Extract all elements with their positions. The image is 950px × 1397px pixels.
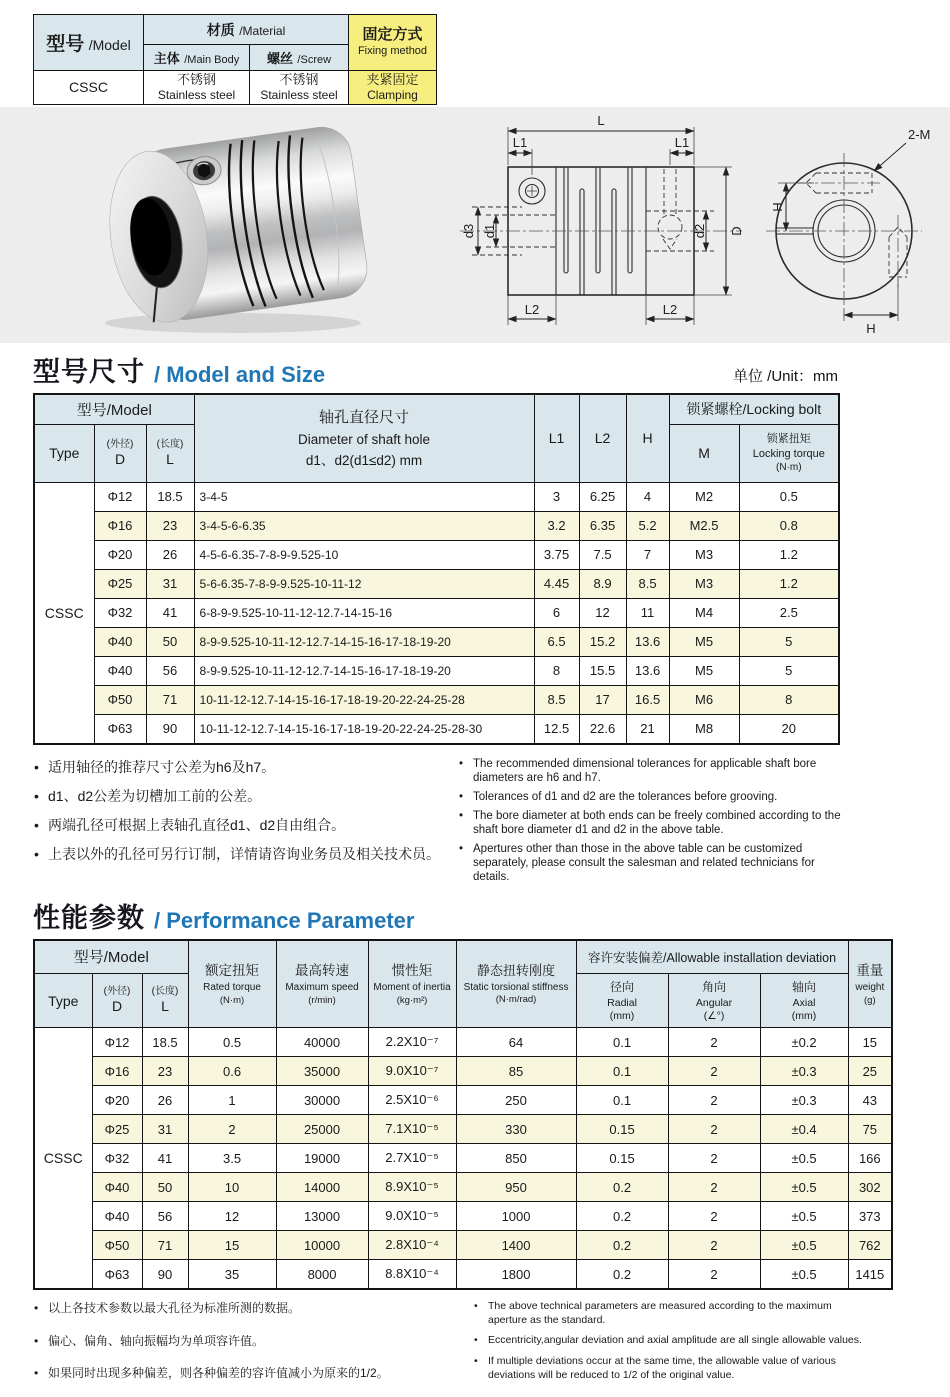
cell-l1: 3.75 <box>534 540 579 569</box>
perf-table-body <box>34 1028 892 1290</box>
cell-stiffness: 1000 <box>456 1202 576 1231</box>
dim-label-d3: d3 <box>461 223 476 239</box>
table-row <box>34 1057 892 1086</box>
cell-inertia: 2.7X10⁻⁵ <box>368 1144 456 1173</box>
cell-bores: 4-5-6-6.35-7-8-9-9.525-10 <box>194 540 534 569</box>
cell-axial: ±0.4 <box>760 1115 848 1144</box>
cell-l: 50 <box>142 1173 188 1202</box>
cell-weight: 25 <box>848 1057 892 1086</box>
cell-radial: 0.2 <box>576 1202 668 1231</box>
note-item: • Eccentricity,angular deviation and axial amplitude are all single allowable values. <box>473 1334 868 1348</box>
table-row <box>34 1260 892 1290</box>
cell-torque: 20 <box>739 714 839 744</box>
table-row <box>34 511 839 540</box>
size-title-zh: 型号尺寸 <box>33 357 145 387</box>
cell-m: M2 <box>669 482 739 511</box>
product-section <box>0 107 950 343</box>
table-row <box>34 540 839 569</box>
cell-radial: 0.2 <box>576 1260 668 1290</box>
cell-speed: 35000 <box>276 1057 368 1086</box>
cell-d: Φ20 <box>92 1086 142 1115</box>
size-notes <box>33 757 917 889</box>
cell-h: 8.5 <box>626 569 669 598</box>
spec-model-en: /Model <box>88 37 131 53</box>
cell-l: 41 <box>146 598 194 627</box>
cell-h: 5.2 <box>626 511 669 540</box>
cell-l: 71 <box>142 1231 188 1260</box>
cell-radial: 0.2 <box>576 1231 668 1260</box>
cell-torque: 12 <box>188 1202 276 1231</box>
cell-angular: 2 <box>668 1231 760 1260</box>
cell-inertia: 2.2X10⁻⁷ <box>368 1028 456 1057</box>
perf-header-speed: 最高转速 Maximum speed (r/min) <box>276 940 368 1028</box>
cell-l: 90 <box>146 714 194 744</box>
note-item: • d1、d2公差为切槽加工前的公差。 <box>33 786 458 806</box>
cell-stiffness: 850 <box>456 1144 576 1173</box>
cell-torque: 0.8 <box>739 511 839 540</box>
cell-torque: 2 <box>188 1115 276 1144</box>
cell-stiffness: 250 <box>456 1086 576 1115</box>
cell-stiffness: 950 <box>456 1173 576 1202</box>
cell-bores: 10-11-12-12.7-14-15-16-17-18-19-20-22-24-25-28 <box>194 685 534 714</box>
cell-h: 16.5 <box>626 685 669 714</box>
spec-model-zh: 型号 <box>46 34 85 55</box>
cell-weight: 166 <box>848 1144 892 1173</box>
cell-d: Φ63 <box>94 714 146 744</box>
cell-weight: 302 <box>848 1173 892 1202</box>
cell-h: 11 <box>626 598 669 627</box>
perf-header-radial: 径向 Radial (mm) <box>576 974 668 1028</box>
cell-h: 13.6 <box>626 656 669 685</box>
cell-angular: 2 <box>668 1115 760 1144</box>
cell-inertia: 7.1X10⁻⁵ <box>368 1115 456 1144</box>
unit-label: 单位 /Unit：mm <box>732 368 838 385</box>
cell-radial: 0.2 <box>576 1173 668 1202</box>
cell-l2: 15.2 <box>579 627 626 656</box>
cell-l: 71 <box>146 685 194 714</box>
cell-l: 26 <box>146 540 194 569</box>
cell-l: 18.5 <box>146 482 194 511</box>
cell-l2: 15.5 <box>579 656 626 685</box>
cell-l1: 3.2 <box>534 511 579 540</box>
perf-title-en: / Performance Parameter <box>154 907 415 933</box>
table-row <box>34 685 839 714</box>
cell-angular: 2 <box>668 1086 760 1115</box>
cell-angular: 2 <box>668 1144 760 1173</box>
cell-l1: 6 <box>534 598 579 627</box>
perf-notes-en <box>473 1300 868 1397</box>
table-row <box>34 1202 892 1231</box>
size-header-bore: 轴孔直径尺寸 Diameter of shaft hole d1、d2(d1≤d2) mm <box>194 394 534 482</box>
product-photo <box>28 107 398 343</box>
spec-mainbody-zh: 主体 <box>153 50 180 66</box>
cell-l1: 8.5 <box>534 685 579 714</box>
cell-m: M8 <box>669 714 739 744</box>
cell-angular: 2 <box>668 1057 760 1086</box>
cell-d: Φ32 <box>92 1144 142 1173</box>
cell-stiffness: 1800 <box>456 1260 576 1290</box>
cell-speed: 14000 <box>276 1173 368 1202</box>
cell-m: M4 <box>669 598 739 627</box>
size-header-l2: L2 <box>579 394 626 482</box>
cell-torque: 1.2 <box>739 540 839 569</box>
spec-mainbody-en: /Main Body <box>184 53 240 66</box>
cell-l: 31 <box>142 1115 188 1144</box>
cell-d: Φ63 <box>92 1260 142 1290</box>
note-item: • 适用轴径的推荐尺寸公差为h6及h7。 <box>33 757 458 777</box>
cell-l1: 4.45 <box>534 569 579 598</box>
cell-inertia: 8.9X10⁻⁵ <box>368 1173 456 1202</box>
cell-weight: 762 <box>848 1231 892 1260</box>
cell-l: 56 <box>146 656 194 685</box>
cell-l1: 12.5 <box>534 714 579 744</box>
spec-screw-en: /Screw <box>297 53 332 66</box>
cell-axial: ±0.5 <box>760 1260 848 1290</box>
cell-axial: ±0.3 <box>760 1086 848 1115</box>
table-row <box>34 627 839 656</box>
note-item: • 偏心、偏角、轴向振幅均为单项容许值。 <box>33 1333 473 1350</box>
cell-l: 56 <box>142 1202 188 1231</box>
cell-axial: ±0.5 <box>760 1144 848 1173</box>
cell-speed: 30000 <box>276 1086 368 1115</box>
cell-bores: 3-4-5 <box>194 482 534 511</box>
cell-bores: 3-4-5-6-6.35 <box>194 511 534 540</box>
cell-torque: 10 <box>188 1173 276 1202</box>
table-row <box>34 1173 892 1202</box>
cell-torque: 0.5 <box>739 482 839 511</box>
dim-label-L1-left: L1 <box>512 135 528 150</box>
cell-h: 21 <box>626 714 669 744</box>
cell-bores: 8-9-9.525-10-11-12-12.7-14-15-16-17-18-19-20 <box>194 627 534 656</box>
dim-label-L: L <box>597 113 605 128</box>
size-notes-zh <box>33 757 458 889</box>
note-item: • 两端孔径可根据上表轴孔直径d1、d2自由组合。 <box>33 815 458 835</box>
table-row <box>34 598 839 627</box>
cell-m: M2.5 <box>669 511 739 540</box>
cell-angular: 2 <box>668 1028 760 1057</box>
dim-label-L2-right: L2 <box>662 302 678 317</box>
size-header-d: (外径) D <box>94 424 146 482</box>
cell-l2: 6.25 <box>579 482 626 511</box>
cell-l: 18.5 <box>142 1028 188 1057</box>
dim-label-H-top: H <box>770 202 785 212</box>
cell-l2: 6.35 <box>579 511 626 540</box>
table-row <box>34 1086 892 1115</box>
cell-bores: 10-11-12-12.7-14-15-16-17-18-19-20-22-24-25-28-30 <box>194 714 534 744</box>
size-section-header <box>33 359 838 386</box>
cell-torque: 1.2 <box>739 569 839 598</box>
spec-body-material: 不锈钢 Stainless steel <box>144 71 250 105</box>
cell-speed: 13000 <box>276 1202 368 1231</box>
cell-l: 23 <box>142 1057 188 1086</box>
spec-fixing-header <box>349 15 437 71</box>
cell-torque: 15 <box>188 1231 276 1260</box>
cell-weight: 75 <box>848 1115 892 1144</box>
cell-stiffness: 64 <box>456 1028 576 1057</box>
cell-h: 13.6 <box>626 627 669 656</box>
size-header-h: H <box>626 394 669 482</box>
cell-weight: 15 <box>848 1028 892 1057</box>
cell-axial: ±0.5 <box>760 1173 848 1202</box>
cell-torque: 0.6 <box>188 1057 276 1086</box>
size-title-en: / Model and Size <box>154 362 326 387</box>
cell-speed: 8000 <box>276 1260 368 1290</box>
cell-torque: 3.5 <box>188 1144 276 1173</box>
cell-l2: 17 <box>579 685 626 714</box>
dim-label-d1: d1 <box>482 223 497 239</box>
size-header-l: (长度) L <box>146 424 194 482</box>
cell-torque: 35 <box>188 1260 276 1290</box>
cell-torque: 1 <box>188 1086 276 1115</box>
cell-d: Φ12 <box>92 1028 142 1057</box>
cell-d: Φ25 <box>94 569 146 598</box>
cell-l: 31 <box>146 569 194 598</box>
dim-label-d2: d2 <box>692 223 707 239</box>
perf-title-zh: 性能参数 <box>33 902 145 933</box>
note-item: • 如果同时出现多种偏差，则各种偏差的容许值减小为原来的1/2。 <box>33 1365 473 1382</box>
cell-l: 41 <box>142 1144 188 1173</box>
cell-torque: 8 <box>739 685 839 714</box>
side-view <box>460 113 744 325</box>
perf-header-d: (外径) D <box>92 974 142 1028</box>
cell-torque: 5 <box>739 627 839 656</box>
technical-drawing <box>442 107 947 343</box>
cell-speed: 10000 <box>276 1231 368 1260</box>
cell-l: 26 <box>142 1086 188 1115</box>
cell-angular: 2 <box>668 1173 760 1202</box>
cell-stiffness: 85 <box>456 1057 576 1086</box>
front-view <box>766 127 930 336</box>
type-cell: CSSC <box>34 482 94 744</box>
cell-d: Φ40 <box>94 627 146 656</box>
cell-stiffness: 330 <box>456 1115 576 1144</box>
cell-torque: 2.5 <box>739 598 839 627</box>
size-header-l1: L1 <box>534 394 579 482</box>
cell-m: M5 <box>669 627 739 656</box>
spec-mainbody-header <box>144 45 250 71</box>
table-row <box>34 656 839 685</box>
cell-d: Φ12 <box>94 482 146 511</box>
table-row <box>34 1028 892 1057</box>
type-cell: CSSC <box>34 1028 92 1290</box>
cell-l2: 8.9 <box>579 569 626 598</box>
cell-l1: 8 <box>534 656 579 685</box>
cell-d: Φ32 <box>94 598 146 627</box>
size-header-locking: 锁紧螺栓/Locking bolt <box>669 394 839 424</box>
cell-axial: ±0.2 <box>760 1028 848 1057</box>
note-item: • The above technical parameters are measured according to the maximum aperture as the standard. <box>473 1300 868 1327</box>
perf-header-angular: 角向 Angular (∠°) <box>668 974 760 1028</box>
cell-weight: 373 <box>848 1202 892 1231</box>
cell-h: 7 <box>626 540 669 569</box>
note-item: • Tolerances of d1 and d2 are the tolerances before grooving. <box>458 790 846 804</box>
cell-inertia: 2.8X10⁻⁴ <box>368 1231 456 1260</box>
cell-bores: 6-8-9-9.525-10-11-12-12.7-14-15-16 <box>194 598 534 627</box>
cell-radial: 0.15 <box>576 1144 668 1173</box>
note-item: • 上表以外的孔径可另行订制，详情请咨询业务员及相关技术员。 <box>33 844 458 864</box>
dim-label-D: D <box>729 226 744 236</box>
cell-torque: 5 <box>739 656 839 685</box>
perf-header-rated: 额定扭矩 Rated torque (N·m) <box>188 940 276 1028</box>
cell-d: Φ40 <box>92 1173 142 1202</box>
photo-shadow <box>105 313 361 333</box>
perf-header-stiffness: 静态扭转刚度 Static torsional stiffness (N·m/rad) <box>456 940 576 1028</box>
size-notes-en <box>458 757 846 889</box>
note-item: • Apertures other than those in the above table can be customized separately, please consult the salesman and related technicians for details. <box>458 842 846 884</box>
dim-label-H-bottom: H <box>866 321 876 336</box>
spec-material-header <box>144 15 349 45</box>
size-table <box>33 393 840 745</box>
size-header-torque: 锁紧扭矩 Locking torque (N·m) <box>739 424 839 482</box>
cell-l1: 3 <box>534 482 579 511</box>
cell-axial: ±0.5 <box>760 1202 848 1231</box>
perf-header-weight: 重量 weight (g) <box>848 940 892 1028</box>
cell-l2: 12 <box>579 598 626 627</box>
cell-d: Φ16 <box>94 511 146 540</box>
cell-speed: 25000 <box>276 1115 368 1144</box>
cell-inertia: 2.5X10⁻⁶ <box>368 1086 456 1115</box>
cell-bores: 8-9-9.525-10-11-12-12.7-14-15-16-17-18-19-20 <box>194 656 534 685</box>
cell-inertia: 9.0X10⁻⁷ <box>368 1057 456 1086</box>
cell-stiffness: 1400 <box>456 1231 576 1260</box>
perf-header-type: Type <box>34 974 92 1028</box>
datasheet-page <box>0 14 950 1381</box>
cell-l1: 6.5 <box>534 627 579 656</box>
perf-header-l: (长度) L <box>142 974 188 1028</box>
table-row <box>34 1144 892 1173</box>
cell-l2: 22.6 <box>579 714 626 744</box>
cell-angular: 2 <box>668 1260 760 1290</box>
table-row <box>34 1231 892 1260</box>
cell-d: Φ50 <box>94 685 146 714</box>
spec-material-zh: 材质 <box>206 21 235 38</box>
dim-label-L1-right: L1 <box>674 135 690 150</box>
cell-radial: 0.15 <box>576 1115 668 1144</box>
cell-l: 90 <box>142 1260 188 1290</box>
spec-screw-header <box>250 45 349 71</box>
perf-notes <box>33 1300 917 1397</box>
perf-notes-zh <box>33 1300 473 1397</box>
spec-fixing-zh: 固定方式 <box>362 26 423 44</box>
size-header-model: 型号/Model <box>34 394 194 424</box>
spec-fixing-value: 夹紧固定 Clamping <box>349 71 437 105</box>
cell-weight: 1415 <box>848 1260 892 1290</box>
size-header-type: Type <box>34 424 94 482</box>
note-item: • 以上各技术参数以最大孔径为标准所测的数据。 <box>33 1300 473 1317</box>
cell-bores: 5-6-6.35-7-8-9-9.525-10-11-12 <box>194 569 534 598</box>
cell-inertia: 9.0X10⁻⁵ <box>368 1202 456 1231</box>
cell-radial: 0.1 <box>576 1057 668 1086</box>
cell-d: Φ20 <box>94 540 146 569</box>
table-row <box>34 569 839 598</box>
spec-fixing-en: Fixing method <box>357 45 428 57</box>
cell-h: 4 <box>626 482 669 511</box>
table-row <box>34 482 839 511</box>
spec-material-en: /Material <box>239 23 286 38</box>
cell-angular: 2 <box>668 1202 760 1231</box>
perf-header-inertia: 惯性矩 Moment of inertia (kg·m²) <box>368 940 456 1028</box>
cell-radial: 0.1 <box>576 1086 668 1115</box>
cell-d: Φ40 <box>92 1202 142 1231</box>
note-item: • If multiple deviations occur at the same time, the allowable value of various deviations will be reduced to 1/2 of the original value. <box>473 1355 868 1382</box>
perf-header-model: 型号/Model <box>34 940 188 974</box>
cell-d: Φ16 <box>92 1057 142 1086</box>
cell-d: Φ40 <box>94 656 146 685</box>
note-item: • The bore diameter at both ends can be freely combined according to the shaft bore diameter d1 and d2 in the above table. <box>458 809 846 837</box>
cell-radial: 0.1 <box>576 1028 668 1057</box>
dim-label-L2-left: L2 <box>524 302 540 317</box>
cell-l: 23 <box>146 511 194 540</box>
cell-m: M3 <box>669 540 739 569</box>
size-header-m: M <box>669 424 739 482</box>
spec-screw-zh: 螺丝 <box>266 50 293 66</box>
cell-speed: 40000 <box>276 1028 368 1057</box>
cell-d: Φ25 <box>92 1115 142 1144</box>
perf-section-header <box>33 902 917 933</box>
spec-table <box>33 14 437 105</box>
dim-label-2M: 2-M <box>908 127 931 142</box>
spec-model-header <box>34 15 144 71</box>
spec-model-value: CSSC <box>34 71 144 105</box>
table-row <box>34 1115 892 1144</box>
table-row <box>34 714 839 744</box>
size-table-body <box>34 482 839 744</box>
cell-speed: 19000 <box>276 1144 368 1173</box>
cell-d: Φ50 <box>92 1231 142 1260</box>
cell-torque: 0.5 <box>188 1028 276 1057</box>
perf-table <box>33 939 893 1291</box>
cell-m: M6 <box>669 685 739 714</box>
cell-axial: ±0.3 <box>760 1057 848 1086</box>
perf-header-axial: 轴向 Axial (mm) <box>760 974 848 1028</box>
cell-m: M5 <box>669 656 739 685</box>
coupling-body <box>99 123 371 328</box>
cell-weight: 43 <box>848 1086 892 1115</box>
spec-screw-material: 不锈钢 Stainless steel <box>250 71 349 105</box>
note-item: • The recommended dimensional tolerances for applicable shaft bore diameters are h6 and h7. <box>458 757 846 785</box>
cell-l: 50 <box>146 627 194 656</box>
perf-header-deviation: 容许安装偏差/Allowable installation deviation <box>576 940 848 974</box>
cell-m: M3 <box>669 569 739 598</box>
cell-inertia: 8.8X10⁻⁴ <box>368 1260 456 1290</box>
cell-axial: ±0.5 <box>760 1231 848 1260</box>
cell-l2: 7.5 <box>579 540 626 569</box>
